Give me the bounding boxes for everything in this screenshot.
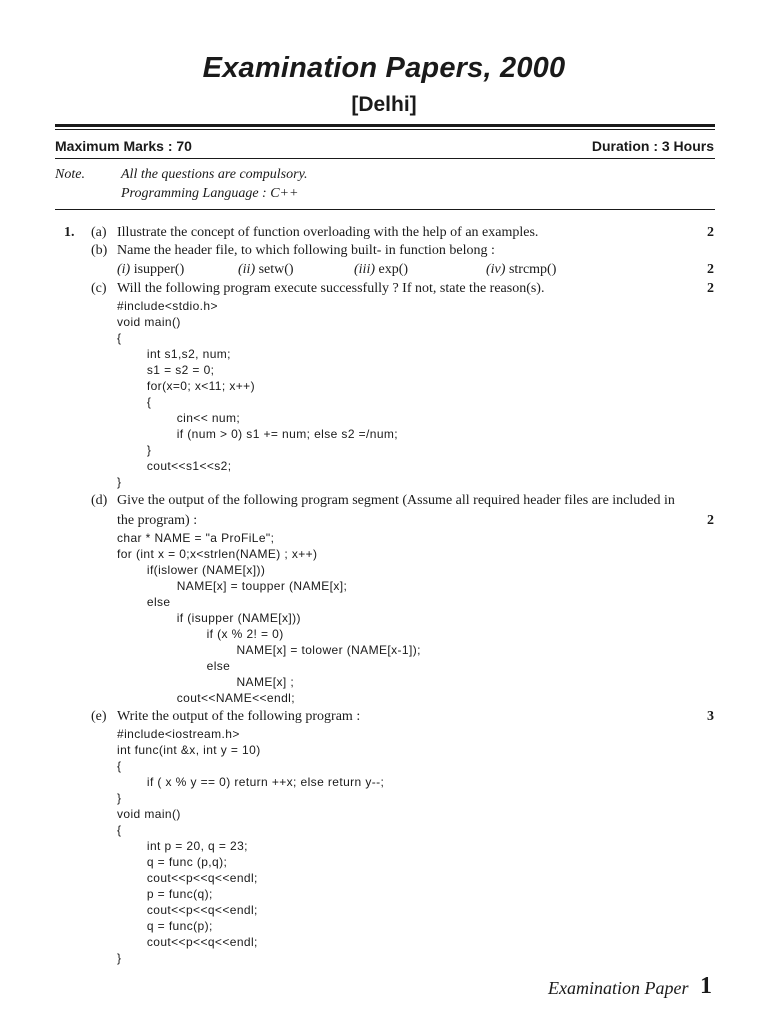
code-line: } <box>117 443 152 457</box>
code-line: char * NAME = "a ProFiLe"; <box>117 531 275 545</box>
part-a-label: (a) <box>91 225 107 240</box>
code-line: } <box>117 475 122 489</box>
option-label: (iii) <box>354 262 375 277</box>
code-line: { <box>117 823 122 837</box>
part-c-code <box>117 298 398 490</box>
option-label: (i) <box>117 262 131 277</box>
part-d-text-1: Give the output of the following program segment (Assume all required header files are included in <box>117 493 675 508</box>
part-b-option <box>238 262 294 278</box>
code-line: if (x % 2! = 0) <box>117 627 284 641</box>
note-divider <box>55 209 715 210</box>
code-line: NAME[x] = toupper (NAME[x]; <box>117 579 348 593</box>
part-a-text: Illustrate the concept of function overloading with the help of an examples. <box>117 225 539 240</box>
code-line: int p = 20, q = 23; <box>117 839 248 853</box>
code-line: cout<<p<<q<<endl; <box>117 935 258 949</box>
page-number: 1 <box>700 973 712 999</box>
code-line: if ( x % y == 0) return ++x; else return y--; <box>117 775 385 789</box>
code-line: NAME[x] = tolower (NAME[x-1]); <box>117 643 421 657</box>
part-e-text: Write the output of the following program : <box>117 709 361 724</box>
page-subtitle: [Delhi] <box>351 93 417 116</box>
part-d-text-2: the program) : <box>117 513 198 528</box>
code-line: { <box>117 395 152 409</box>
code-line: cout<<p<<q<<endl; <box>117 903 258 917</box>
header-divider-top <box>55 124 715 127</box>
part-d-label: (d) <box>91 493 108 508</box>
code-line: if (num > 0) s1 += num; else s2 =/num; <box>117 427 399 441</box>
question-number: 1. <box>64 225 75 240</box>
code-line: } <box>117 951 122 965</box>
option-text: exp() <box>378 262 409 277</box>
code-line: void main() <box>117 807 181 821</box>
code-line: if(islower (NAME[x])) <box>117 563 266 577</box>
part-b-marks: 2 <box>707 262 714 277</box>
part-e-marks: 3 <box>707 709 714 724</box>
note-line-2-value: : C++ <box>262 186 299 201</box>
part-b-option <box>354 262 408 278</box>
part-a-marks: 2 <box>707 225 714 240</box>
part-e-code <box>117 726 384 966</box>
code-line: p = func(q); <box>117 887 213 901</box>
option-text: setw() <box>258 262 294 277</box>
code-line: q = func (p,q); <box>117 855 228 869</box>
option-label: (ii) <box>238 262 256 277</box>
code-line: cin<< num; <box>117 411 241 425</box>
note-line-1: All the questions are compulsory. <box>121 167 308 182</box>
code-line: #include<stdio.h> <box>117 299 218 313</box>
part-e-label: (e) <box>91 709 107 724</box>
page-title: Examination Papers, 2000 <box>202 52 566 84</box>
code-line: q = func(p); <box>117 919 213 933</box>
part-c-label: (c) <box>91 281 107 296</box>
code-line: cout<<s1<<s2; <box>117 459 232 473</box>
code-line: int func(int &x, int y = 10) <box>117 743 261 757</box>
code-line: else <box>117 659 231 673</box>
code-line: int s1,s2, num; <box>117 347 231 361</box>
note-line-2-label: Programming Language <box>121 186 259 201</box>
part-b-option <box>117 262 184 278</box>
part-c-marks: 2 <box>707 281 714 296</box>
part-c-text: Will the following program execute successfully ? If not, state the reason(s). <box>117 281 545 296</box>
code-line: { <box>117 759 122 773</box>
code-line: } <box>117 791 122 805</box>
option-label: (iv) <box>486 262 506 277</box>
code-line: { <box>117 331 122 345</box>
code-line: cout<<NAME<<endl; <box>117 691 295 705</box>
part-b-label: (b) <box>91 243 108 258</box>
code-line: NAME[x] ; <box>117 675 295 689</box>
code-line: s1 = s2 = 0; <box>117 363 215 377</box>
code-line: for (int x = 0;x<strlen(NAME) ; x++) <box>117 547 318 561</box>
code-line: #include<iostream.h> <box>117 727 240 741</box>
code-line: cout<<p<<q<<endl; <box>117 871 258 885</box>
code-line: if (isupper (NAME[x])) <box>117 611 301 625</box>
header-divider-thin <box>55 129 715 130</box>
code-line: void main() <box>117 315 181 329</box>
option-text: isupper() <box>133 262 185 277</box>
header-divider-bottom <box>55 158 715 159</box>
note-label: Note. <box>55 167 85 182</box>
part-b-text: Name the header file, to which following built- in function belong : <box>117 243 495 258</box>
part-b-option <box>486 262 556 278</box>
max-marks: Maximum Marks : 70 <box>55 138 192 154</box>
duration: Duration : 3 Hours <box>591 138 714 154</box>
code-line: for(x=0; x<11; x++) <box>117 379 255 393</box>
part-d-code <box>117 530 421 706</box>
footer-text: Examination Paper <box>548 978 689 998</box>
code-line: else <box>117 595 171 609</box>
option-text: strcmp() <box>508 262 557 277</box>
note-line-2 <box>121 186 298 202</box>
part-d-marks: 2 <box>707 513 714 528</box>
